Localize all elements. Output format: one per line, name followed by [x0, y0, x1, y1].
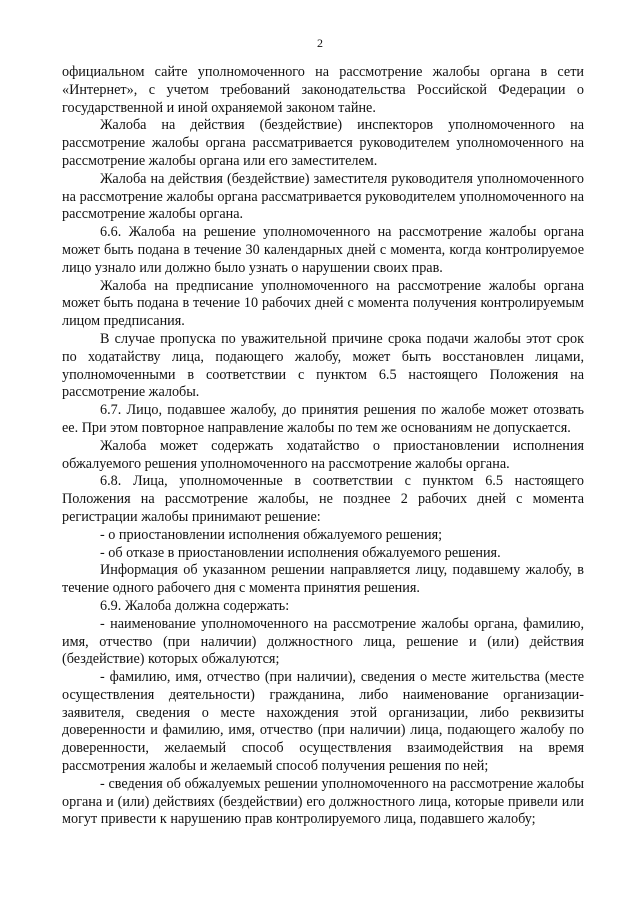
paragraph: официальном сайте уполномоченного на рассмотрение жалобы органа в сети «Интернет», с учетом требований законодательства Российской Федерации о государственной и иной охраняемой законом тайне.	[62, 64, 584, 116]
paragraph: Жалоба на действия (бездействие) инспекторов уполномоченного на рассмотрение жалобы органа рассматривается руководителем уполномоченного на рассмотрение жалобы органа или его заместителем.	[62, 117, 584, 169]
list-item: - о приостановлении исполнения обжалуемого решения;	[100, 526, 443, 543]
paragraph: Жалоба на предписание уполномоченного на рассмотрение жалобы органа может быть подана в течение 10 рабочих дней с момента получения контролируемым лицом предписания.	[62, 277, 584, 330]
page-number: 2	[317, 36, 323, 50]
list-item: - фамилию, имя, отчество (при наличии), сведения о месте жительства (месте осуществления деятельности) гражданина, либо наименование организации-заявителя, сведения о месте нахождения этой организации, либо реквизиты доверенности и фамилию, имя, отчество (при наличии) лица, подающего жалобу по доверенности, желаемый способ осуществления взаимодействия на время рассмотрения жалобы и желаемый способ получения решения по ней;	[62, 669, 584, 775]
list-item: - сведения об обжалуемых решении уполномоченного на рассмотрение жалобы органа и (или) действиях (бездействии) его должностного лица, которые привели или могут привести к нарушению прав контролируемого лица, подавшего жалобу;	[62, 775, 584, 828]
paragraph: Информация об указанном решении направляется лицу, подавшему жалобу, в течение одного рабочего дня с момента принятия решения.	[62, 562, 584, 597]
list-item: - наименование уполномоченного на рассмотрение жалобы органа, фамилию, имя, отчество (при наличии) должностного лица, решение и (или) действия (бездействие) которых обжалуются;	[62, 615, 584, 668]
paragraph: 6.7. Лицо, подавшее жалобу, до принятия решения по жалобе может отозвать ее. При этом повторное направление жалобы по тем же основаниям не допускается.	[62, 402, 584, 436]
list-item: - об отказе в приостановлении исполнения обжалуемого решения.	[100, 544, 501, 561]
paragraph: 6.6. Жалоба на решение уполномоченного на рассмотрение жалобы органа может быть подана в течение 30 календарных дней с момента, когда контролируемое лицо узнало или должно было узнать о нарушении своих прав.	[62, 224, 584, 276]
paragraph: 6.9. Жалоба должна содержать:	[100, 597, 290, 614]
paragraph: В случае пропуска по уважительной причине срока подачи жалобы этот срок по ходатайству лица, подающего жалобу, может быть восстановлен лицами, уполномоченными в соответствии с пунктом 6.5 настоящего Положения на рассмотрение жалобы.	[62, 330, 584, 401]
document-body	[62, 64, 584, 829]
paragraph: Жалоба на действия (бездействие) заместителя руководителя уполномоченного на рассмотрение жалобы органа рассматривается руководителем уполномоченного на рассмотрение жалобы органа.	[62, 170, 584, 223]
paragraph: 6.8. Лица, уполномоченные в соответствии с пунктом 6.5 настоящего Положения на рассмотрение жалобы, не позднее 2 рабочих дней с момента регистрации жалобы принимают решение:	[62, 473, 584, 525]
paragraph: Жалоба может содержать ходатайство о приостановлении исполнения обжалуемого решения уполномоченного на рассмотрение жалобы органа.	[62, 437, 584, 472]
